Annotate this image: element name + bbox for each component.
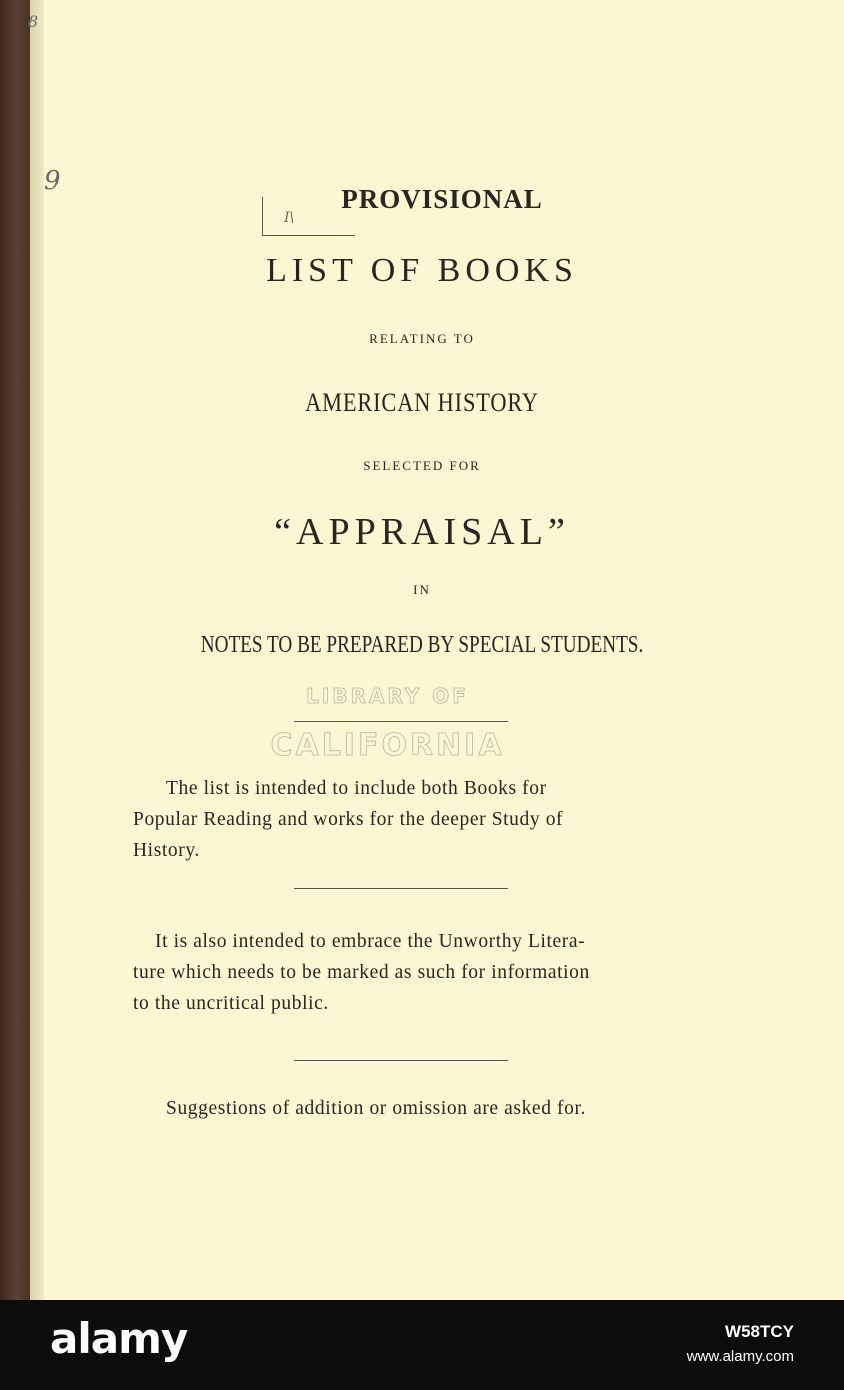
paragraph-intent bbox=[133, 773, 675, 866]
relating-to: RELATING TO bbox=[369, 331, 475, 346]
selected-for: SELECTED FOR bbox=[363, 458, 481, 473]
title-provisional: PROVISIONAL bbox=[341, 184, 543, 214]
paragraph-unworthy bbox=[133, 926, 675, 1019]
paragraph-line: ture which needs to be marked as such for information bbox=[133, 962, 590, 983]
image-code: W58TCY bbox=[725, 1322, 794, 1341]
handwritten-bracket-mark: I\ bbox=[284, 210, 295, 226]
library-stamp-line1: LIBRARY OF bbox=[306, 684, 469, 708]
subject-american-history: AMERICAN HISTORY bbox=[305, 388, 539, 417]
stamp-divider bbox=[294, 721, 508, 722]
paragraph-suggestions bbox=[133, 1093, 675, 1124]
paragraph-line: It is also intended to embrace the Unworthy Litera- bbox=[155, 931, 586, 952]
paragraph-line: Popular Reading and works for the deeper Study of bbox=[133, 809, 564, 830]
paragraph-line: Suggestions of addition or omission are asked for. bbox=[166, 1098, 586, 1119]
handwritten-mark-left: 9 bbox=[44, 166, 61, 196]
title-list-of-books: LIST OF BOOKS bbox=[266, 252, 578, 289]
appraisal-heading: “APPRAISAL” bbox=[274, 511, 570, 553]
library-stamp-line2: CALIFORNIA bbox=[270, 728, 505, 763]
paragraph-line: The list is intended to include both Books for bbox=[166, 778, 547, 799]
handwritten-mark-top: 8 bbox=[28, 12, 39, 31]
section-divider bbox=[294, 888, 508, 889]
paragraph-line: History. bbox=[133, 840, 200, 861]
alamy-logo: alamy bbox=[50, 1314, 188, 1363]
in-label: IN bbox=[413, 582, 431, 597]
watermark-footer bbox=[0, 1300, 844, 1390]
section-divider bbox=[294, 1060, 508, 1061]
paragraph-line: to the uncritical public. bbox=[133, 993, 329, 1014]
site-url: www.alamy.com bbox=[686, 1348, 794, 1365]
notes-line: NOTES TO BE PREPARED BY SPECIAL STUDENTS. bbox=[200, 632, 644, 658]
